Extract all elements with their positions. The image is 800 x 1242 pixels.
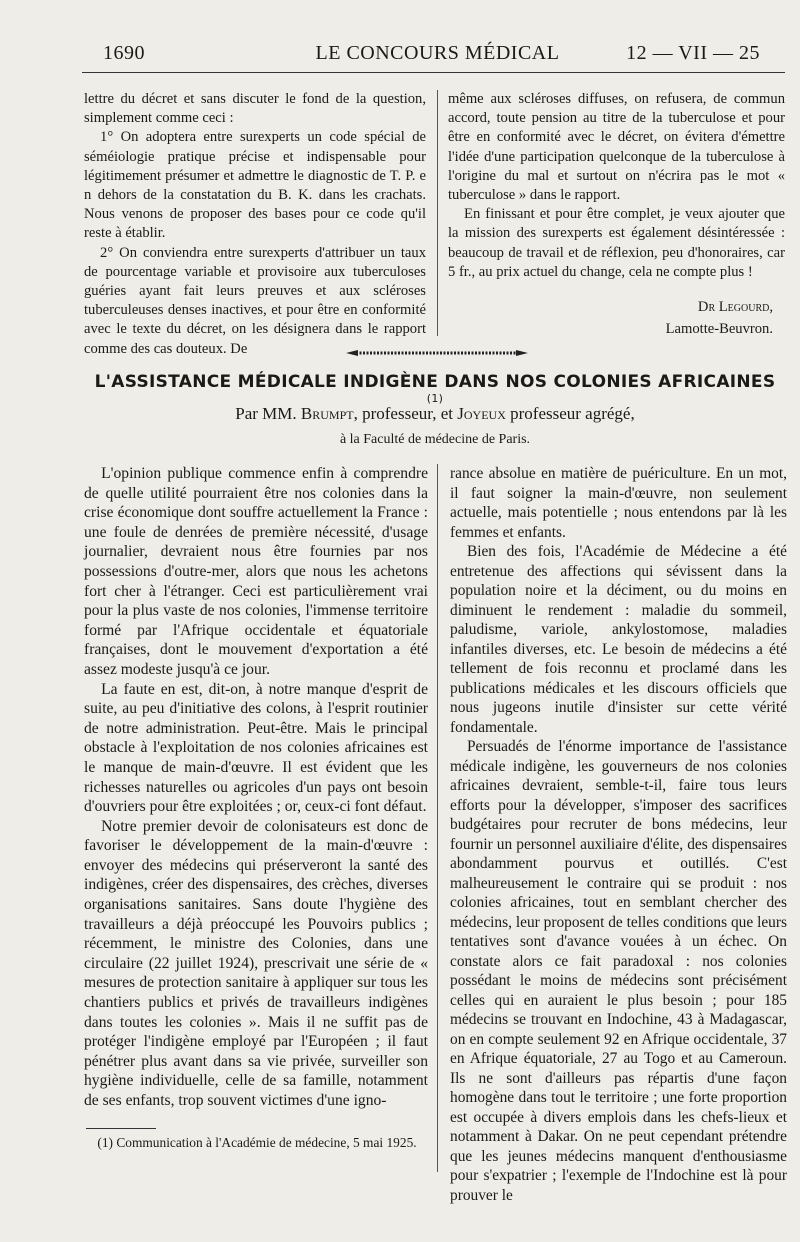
author-role: , professeur, bbox=[353, 404, 437, 423]
paragraph: En finissant et pour être complet, je veux ajouter que la mission des surexperts est également désintéressée : beaucoup de travail et de réflexion, peu d'honoraires, car 5 fr., au prix actuel du change, cela ne compte plus ! bbox=[448, 206, 785, 280]
paragraph: 1° On adoptera entre surexperts un code spécial de séméiologie pratique précise et indispensable pour légitimement présumer et admettre le diagnostic de T. P. e n dehors de la constatation du B. K. dans les crachats. Nous venons de proposer des bases pour ce code qu'il reste à établir. bbox=[84, 129, 426, 242]
paragraph: Notre premier devoir de colonisateurs est donc de favoriser le développement de la main-d'œuvre : envoyer des médecins qui préserveront la santé des indigènes, créer des dispensaires, des crèches, diverses organisations sanitaires. Sans doute l'hygiène des travailleurs a déjà préoccupé les Pouvoirs publics ; récemment, le ministre des Colonies, dans une circulaire (22 juillet 1924), prescrivait une série de « mesures de protection sanitaire à appliquer sur tous les chantiers publics et privés de travailleurs indigènes dans toutes les colonies ». Mais il ne suffit pas de protéger l'indigène employé par l'Européen ; il faut pénétrer plus avant dans sa vie privée, surveiller son hygiène individuelle, celle de sa famille, notamment de ses enfants, trop souvent victimes d'une igno- bbox=[84, 817, 428, 1109]
signature bbox=[448, 296, 785, 340]
column-divider bbox=[437, 90, 438, 336]
paragraph: même aux scléroses diffuses, on refusera, de commun accord, toute pension au titre de la tuberculose et pour être en conformité avec le décret, on évitera d'émettre l'idée d'une participation quelconque de la tuberculose à l'origine du mal et surtout on n'écrira pas le mot « tuberculose » dans le rapport. bbox=[448, 91, 785, 204]
paragraph: L'opinion publique commence enfin à comprendre de quelle utilité pourraient être nos colonies dans la crise économique dont souffre actuellement la France : une foule de denrées de première nécessité, d'usage journalier, devraient nous être fournies par nos possessions d'outre-mer, alors que nous les achetons fort cher à l'étranger. Ceci est particulièrement vrai pour la plus vaste de nos colonies, l'immense territoire formé par l'Afrique occidentale et équatoriale françaises, dont le mouvement d'exportation a été assez modeste jusqu'à ce jour. bbox=[84, 465, 428, 678]
journal-title: LE CONCOURS MÉDICAL bbox=[315, 42, 560, 64]
paragraph: rance absolue en matière de puériculture. En un mot, il faut soigner la main-d'œuvre, non seulement actuelle, mais potentielle ; nous entendons par là les femmes et enfants. bbox=[450, 465, 787, 541]
paragraph: lettre du décret et sans discuter le fond de la question, simplement comme ceci : bbox=[84, 91, 426, 127]
previous-article-left-column bbox=[84, 90, 426, 359]
running-header bbox=[95, 42, 780, 70]
authors-conjunction: et bbox=[440, 404, 453, 423]
paragraph: Bien des fois, l'Académie de Médecine a été entretenue des affections qui sévissent dans la population noire et la déciment, ou du moins en diminuent le rendement : maladie du sommeil, paludisme, variole, ankylostomose, maladies infantiles diverses, etc. Le besoin de médecins a été tellement de fois reconnu et proclamé dans les publications médicales et les discours officiels que nous jugeons inutile d'insister sur cette vérité fondamentale. bbox=[450, 543, 787, 736]
author-affiliation: à la Faculté de médecine de Paris. bbox=[339, 432, 531, 447]
footnote-rule bbox=[86, 1128, 156, 1129]
article-title-text: L'ASSISTANCE MÉDICALE INDIGÈNE DANS NOS COLONIES AFRICAINES bbox=[94, 372, 776, 392]
issue-date: 12 — VII — 25 bbox=[626, 42, 760, 64]
page-number: 1690 bbox=[103, 42, 145, 64]
author-role: professeur agrégé, bbox=[505, 404, 635, 423]
article-authors bbox=[85, 404, 785, 424]
footnote-marker: (1) bbox=[426, 392, 444, 405]
header-rule bbox=[82, 72, 785, 73]
article-left-column bbox=[84, 464, 428, 1111]
authors-prefix: Par MM. bbox=[235, 404, 297, 423]
signature-place: Lamotte-Beuvron. bbox=[665, 321, 773, 338]
paragraph: 2° On conviendra entre surexperts d'attribuer un taux de pourcentage variable et provisoire aux tuberculoses guéries ayant fait leurs preuves et aux scléroses tuberculeuses denses inactives, et pour être en conformité avec le texte du décret, on les désignera dans le rapport comme des cas douteux. De bbox=[84, 244, 426, 357]
column-divider bbox=[437, 464, 438, 1172]
signature-name: Dr Legourd, bbox=[697, 299, 773, 316]
ornament-rule bbox=[346, 348, 528, 358]
previous-article-right-column bbox=[448, 90, 785, 340]
author-name: Joyeux bbox=[457, 404, 506, 423]
author-name: Brumpt bbox=[300, 404, 354, 423]
article-right-column bbox=[450, 464, 787, 1205]
paragraph: La faute en est, dit-on, à notre manque d'esprit de suite, au peu d'initiative des colons, à l'esprit routinier de notre administration. Peut-être. Mais le principal obstacle à l'exploitation de nos colonies africaines est le manque de main-d'œuvre. Il est évident que les richesses naturelles ou agricoles d'un pays ont besoin d'ouvriers pour être exploitées ; or, ceux-ci font défaut. bbox=[84, 680, 428, 816]
footnote: (1) Communication à l'Académie de médecine, 5 mai 1925. bbox=[97, 1135, 417, 1150]
paragraph: Persuadés de l'énorme importance de l'assistance médicale indigène, les gouverneurs de nos colonies africaines devraient, semble-t-il, faire tous leurs efforts pour la développer, s'imposer des sacrifices budgétaires pour recruter de bons médecins, leur fournir un personnel auxiliaire d'élite, des dispensaires abondamment pourvus et outillés. C'est malheureusement le contraire qui se produit : nos colonies africaines, tout en semblant chercher des médecins, leur proposent de telles conditions que leurs tentatives sont d'avance vouées à un échec. On constate alors ce fait paradoxal : nos colonies possédant le moins de médecins sont précisément celles qui en auraient le plus besoin ; pour 185 médecins se trouvant en Indochine, 43 à Madagascar, on en compte seulement 92 en Afrique occidentale, 37 en Afrique équatoriale, 27 au Togo et au Cameroun. Ils ne sont d'ailleurs pas répartis d'une façon homogène dans tout le territoire ; une forte proportion est occupée à divers emplois dans les chefs-lieux et notamment à Dakar. On ne peut cependant prétendre que les jeunes médecins manquent d'enthousiasme pour s'expatrier ; l'exemple de l'Indochine est là pour prouver le bbox=[450, 738, 787, 1204]
